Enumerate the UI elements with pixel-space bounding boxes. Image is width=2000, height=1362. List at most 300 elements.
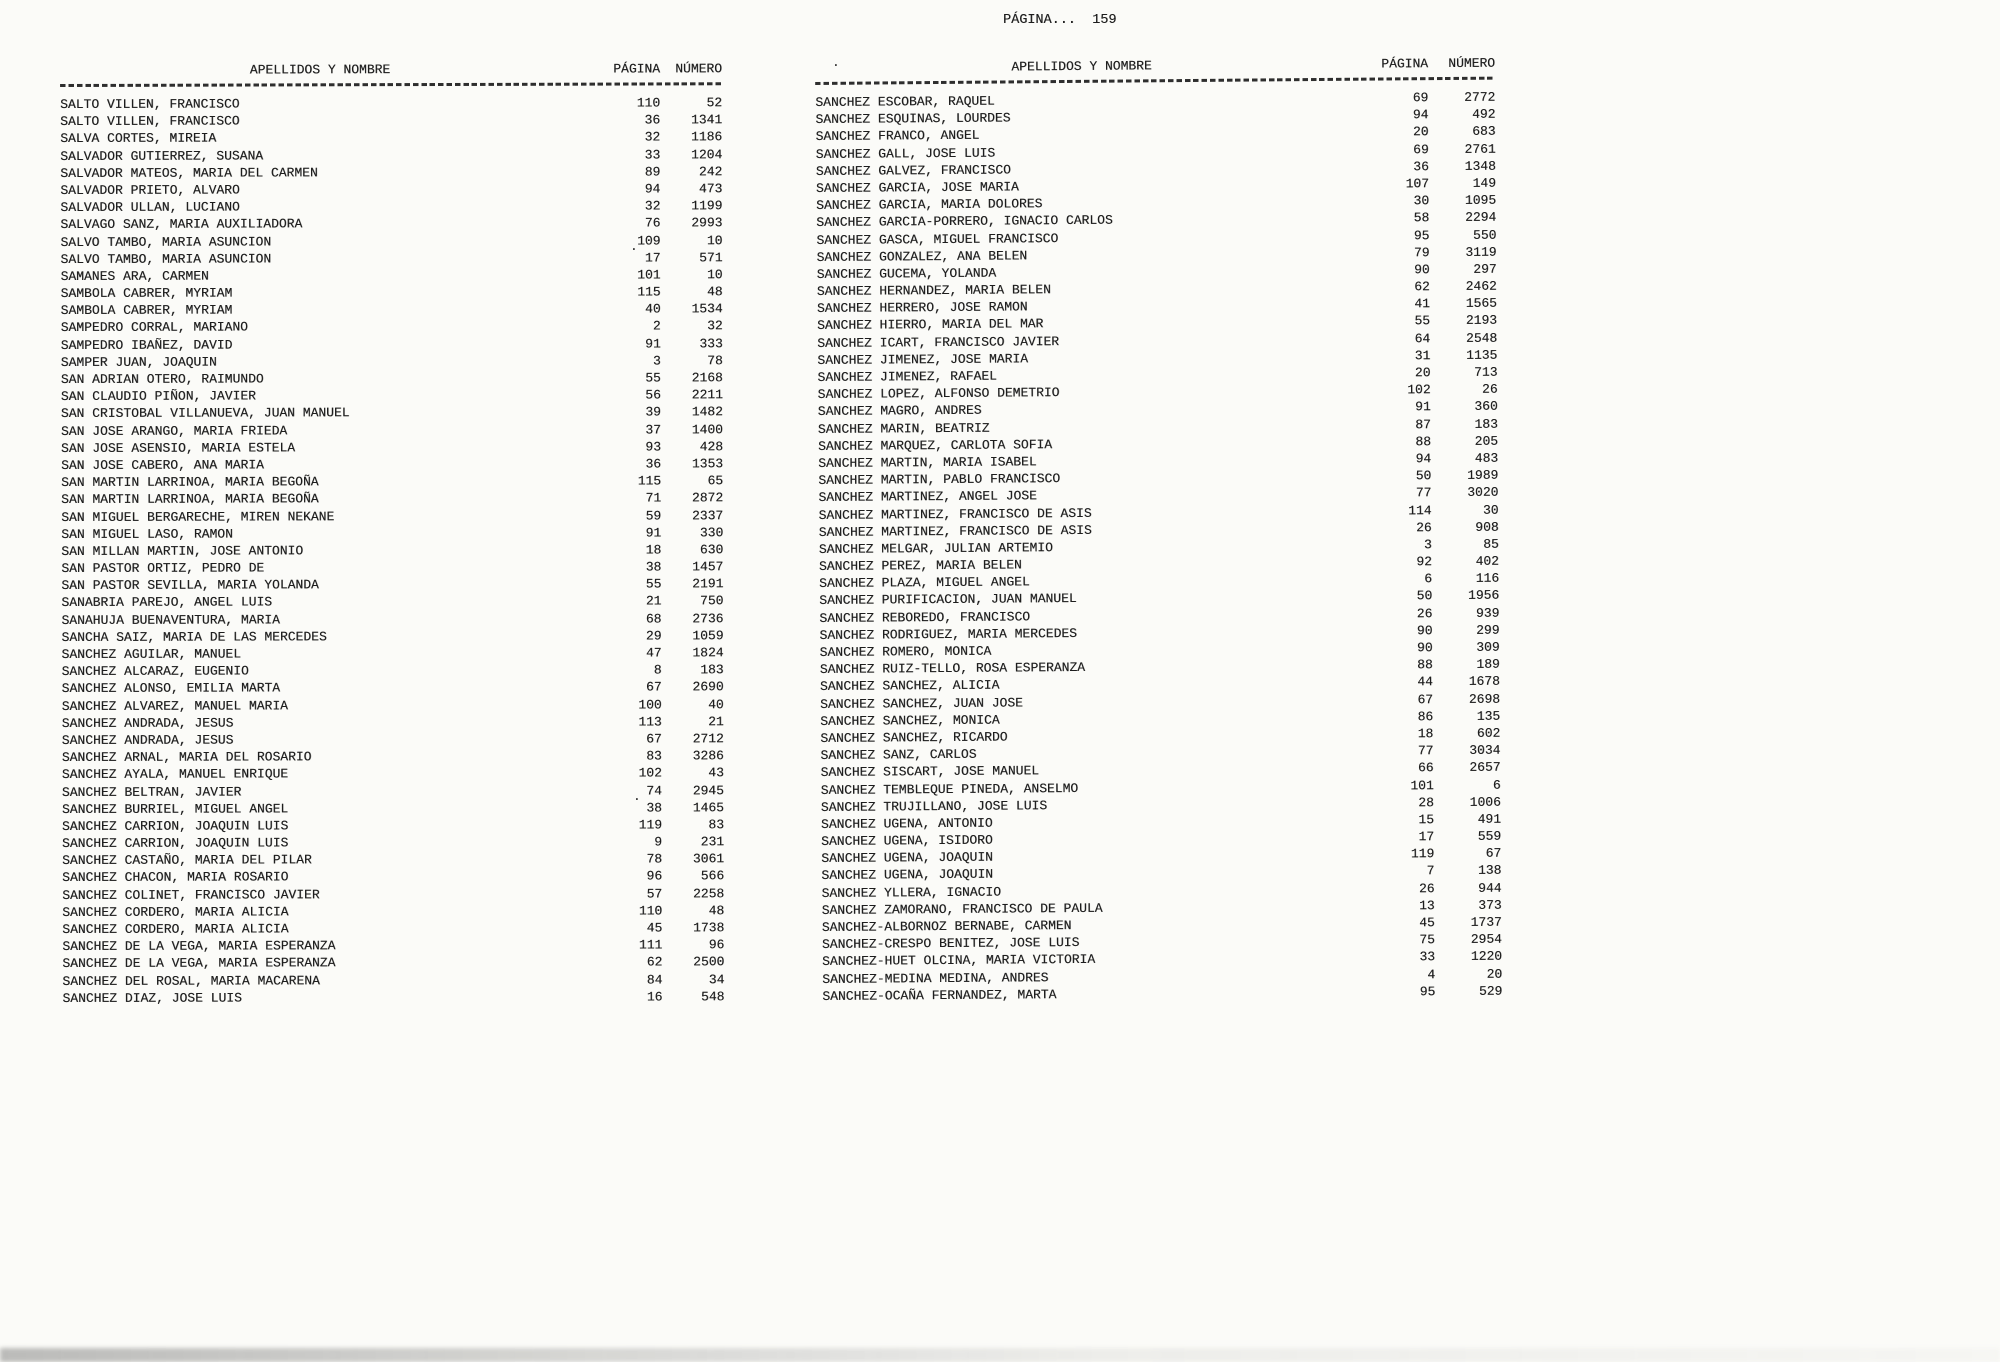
entry-name: SANCHEZ SANCHEZ, ALICIA — [819, 677, 1000, 695]
entry-name: SANCHEZ CARRION, JOAQUIN LUIS — [61, 818, 289, 834]
entry-name: SANCHEZ-CRESPO BENITEZ, JOSE LUIS — [821, 935, 1080, 953]
entry-name: SANCHEZ PLAZA, MIGUEL ANGEL — [819, 574, 1030, 592]
entry-name: SANCHEZ PURIFICACION, JUAN MANUEL — [819, 591, 1077, 609]
entry-page: 88 — [1415, 433, 1432, 450]
entry-name: SALVADOR GUTIERREZ, SUSANA — [60, 148, 264, 164]
entry-name: SANCHEZ UGENA, ANTONIO — [820, 815, 993, 832]
entry-number: 10 — [706, 232, 723, 248]
index-row — [62, 919, 724, 938]
entry-page: 110 — [638, 903, 663, 919]
entry-number: 67 — [1485, 845, 1502, 862]
entry-page: 91 — [1415, 399, 1431, 415]
entry-name: SANCHEZ MARTIN, PABLO FRANCISCO — [818, 471, 1061, 489]
entry-name: SANCHEZ-OCAÑA FERNANDEZ, MARTA — [822, 986, 1057, 1004]
entry-number: 944 — [1478, 880, 1502, 896]
entry-number: 2191 — [692, 576, 724, 592]
entry-page: 26 — [1418, 880, 1435, 896]
entry-page: 38 — [645, 559, 662, 575]
entry-name: SAN MILLAN MARTIN, JOSE ANTONIO — [61, 543, 304, 559]
entry-page: 59 — [645, 507, 662, 523]
entry-number: 491 — [1477, 811, 1502, 827]
entry-number: 2772 — [1464, 89, 1496, 105]
entry-number: 1400 — [691, 421, 723, 437]
entry-page: 95 — [1413, 227, 1430, 243]
index-row — [61, 369, 723, 388]
entry-number: 26 — [1481, 381, 1498, 397]
entry-name: SANCHEZ MARTINEZ, FRANCISCO DE ASIS — [818, 522, 1092, 540]
entry-number: 550 — [1472, 227, 1497, 243]
entry-page: 29 — [645, 628, 662, 644]
entry-name: SANCHEZ GARCIA, JOSE MARIA — [815, 179, 1019, 196]
index-row — [62, 696, 724, 715]
entry-number: 428 — [699, 439, 724, 455]
entry-number: 3286 — [692, 748, 724, 764]
entry-number: 1989 — [1467, 467, 1499, 484]
entry-page: 36 — [644, 112, 661, 128]
index-row — [61, 627, 723, 646]
index-column-right — [815, 55, 1502, 1005]
entry-page: 83 — [646, 748, 662, 764]
entry-number: 78 — [707, 353, 723, 369]
index-row — [61, 610, 723, 629]
entry-name: SANCHEZ MAGRO, ANDRES — [817, 403, 982, 420]
index-row — [62, 868, 724, 887]
entry-number: 2193 — [1465, 313, 1498, 329]
entry-number: 2954 — [1470, 931, 1502, 948]
entry-page: 94 — [644, 181, 661, 197]
entry-number: 1006 — [1469, 794, 1501, 810]
column-header-left — [60, 60, 722, 79]
entry-page: 15 — [1418, 812, 1435, 828]
index-row — [62, 713, 724, 732]
dashed-separator — [60, 82, 722, 87]
entry-number: 299 — [1476, 622, 1500, 638]
header-apellidos-y-nombre: APELLIDOS Y NOMBRE — [249, 62, 391, 78]
entry-name: SANCHEZ GARCIA, MARIA DOLORES — [816, 196, 1043, 214]
entry-number: 2657 — [1469, 759, 1501, 776]
entry-name: SANCHEZ BURRIEL, MIGUEL ANGEL — [61, 801, 289, 817]
entry-name: SALVADOR ULLAN, LUCIANO — [60, 199, 240, 216]
entry-name: SAN MIGUEL LASO, RAMON — [61, 526, 233, 542]
entry-name: SANCHEZ ZAMORANO, FRANCISCO DE PAULA — [821, 900, 1103, 918]
entry-number: 1095 — [1464, 192, 1497, 209]
entry-page: 113 — [638, 714, 662, 730]
index-row — [61, 335, 723, 354]
entry-name: SALVADOR MATEOS, MARIA DEL CARMEN — [60, 165, 318, 181]
header-numero: NÚMERO — [675, 61, 723, 77]
entry-name: SANCHEZ ESQUINAS, LOURDES — [815, 110, 1011, 128]
entry-number: 10 — [706, 267, 723, 283]
entry-name: SANCHEZ BELTRAN, JAVIER — [61, 784, 242, 800]
entry-page: 77 — [1415, 485, 1432, 501]
entry-name: SANCHEZ RUIZ-TELLO, ROSA ESPERANZA — [819, 660, 1086, 678]
entry-page: 94 — [1412, 107, 1429, 123]
entry-name: SANCHEZ-HUET OLCINA, MARIA VICTORIA — [822, 952, 1096, 970]
entry-page: 71 — [645, 490, 662, 506]
entry-number: 330 — [699, 524, 724, 541]
entry-page: 90 — [1416, 640, 1433, 656]
entry-page: 115 — [637, 473, 662, 489]
entry-name: SANCHEZ JIMENEZ, JOSE MARIA — [817, 351, 1029, 368]
index-column-left — [60, 60, 724, 1007]
entry-number: 2736 — [692, 610, 724, 626]
scan-edge-shadow — [0, 1348, 2000, 1362]
index-row — [62, 885, 724, 904]
entry-number: 183 — [1474, 416, 1498, 432]
entry-name: SANCHEZ DE LA VEGA, MARIA ESPERANZA — [62, 938, 336, 955]
entry-number: 402 — [1475, 553, 1500, 569]
entry-number: 333 — [699, 335, 723, 351]
entry-page: 109 — [637, 232, 661, 248]
entry-page: 55 — [1414, 313, 1431, 329]
entry-name: SALTO VILLEN, FRANCISCO — [60, 96, 240, 112]
entry-number: 205 — [1474, 433, 1499, 449]
entry-name: SAN PASTOR ORTIZ, PEDRO DE — [61, 560, 265, 577]
index-row — [62, 833, 724, 852]
header-apellidos-y-nombre: APELLIDOS Y NOMBRE — [1011, 58, 1152, 75]
entry-number: 138 — [1477, 863, 1502, 879]
entry-number: 1059 — [692, 628, 724, 644]
entry-name: SANCHEZ HIERRO, MARIA DEL MAR — [817, 316, 1044, 334]
entry-number: 2500 — [693, 954, 725, 970]
entry-number: 3020 — [1467, 484, 1499, 501]
index-row — [61, 301, 723, 320]
dashed-separator — [815, 77, 1495, 85]
entry-page: 56 — [645, 387, 661, 403]
entry-name: SANCHEZ YLLERA, IGNACIO — [821, 884, 1002, 901]
entry-number: 21 — [708, 714, 724, 730]
index-row — [61, 438, 723, 457]
entry-name: SANCHEZ-ALBORNOZ BERNABE, CARMEN — [821, 918, 1072, 935]
entry-number: 135 — [1476, 708, 1501, 724]
entry-number: 1457 — [692, 559, 724, 575]
entry-page: 93 — [645, 439, 662, 455]
entry-number: 1465 — [692, 799, 724, 816]
entry-page: 92 — [1416, 554, 1433, 570]
entry-number: 483 — [1474, 450, 1499, 466]
entry-name: SANCHEZ COLINET, FRANCISCO JAVIER — [62, 886, 320, 903]
entry-name: SANCHEZ UGENA, JOAQUIN — [821, 849, 993, 867]
entry-page: 55 — [645, 576, 662, 592]
index-row — [62, 954, 724, 973]
entry-number: 750 — [699, 593, 724, 609]
index-row — [62, 902, 724, 921]
entry-page: 58 — [1413, 210, 1430, 226]
entry-name: SANCHEZ ANDRADA, JESUS — [61, 715, 234, 731]
entry-name: SANCHEZ GARCIA-PORRERO, IGNACIO CARLOS — [816, 212, 1113, 231]
entry-name: SANCHEZ GUCEMA, YOLANDA — [816, 265, 997, 282]
entry-page: 37 — [645, 421, 661, 438]
entry-page: 110 — [636, 95, 661, 111]
entry-number: 3061 — [692, 851, 725, 867]
entry-name: SALVA CORTES, MIREIA — [60, 130, 217, 147]
entry-name: SANCHEZ GASCA, MIGUEL FRANCISCO — [816, 230, 1059, 248]
index-row — [61, 352, 723, 371]
entry-number: 40 — [708, 696, 724, 712]
entry-number: 242 — [698, 164, 723, 180]
entry-name: SALVO TAMBO, MARIA ASUNCION — [60, 233, 272, 250]
entry-number: 602 — [1476, 725, 1501, 741]
entry-page: 62 — [1414, 279, 1430, 295]
entry-page: 64 — [1414, 330, 1431, 346]
entry-name: SANCHEZ ANDRADA, JESUS — [61, 732, 234, 748]
entry-page: 67 — [1417, 691, 1434, 707]
entry-name: SANCHEZ DEL ROSAL, MARIA MACARENA — [62, 972, 320, 989]
entry-page: 6 — [1424, 571, 1433, 587]
entry-number: 360 — [1474, 399, 1498, 415]
entry-number: 1738 — [693, 920, 725, 936]
entry-page: 90 — [1413, 262, 1430, 278]
entry-number: 30 — [1482, 502, 1499, 518]
entry-page: 76 — [644, 215, 661, 231]
entry-name: SANCHEZ MARTINEZ, FRANCISCO DE ASIS — [818, 505, 1092, 523]
index-row — [61, 421, 723, 440]
entry-page: 4 — [1427, 966, 1436, 982]
entry-number: 52 — [706, 95, 723, 111]
entry-name: SANCHEZ FRANCO, ANGEL — [815, 128, 980, 145]
entry-name: SANCHEZ AYALA, MANUEL ENRIQUE — [61, 766, 289, 783]
entry-page: 47 — [645, 645, 662, 661]
entry-number: 571 — [699, 249, 723, 266]
entry-page: 86 — [1417, 708, 1434, 725]
entry-number: 1956 — [1467, 588, 1500, 604]
entry-number: 65 — [707, 473, 724, 489]
entry-number: 1135 — [1466, 347, 1498, 363]
entry-name: SANCHEZ ALVAREZ, MANUEL MARIA — [61, 697, 288, 714]
entry-page: 55 — [645, 370, 661, 386]
entry-number: 529 — [1478, 983, 1503, 999]
entry-page: 30 — [1413, 193, 1430, 209]
entry-number: 473 — [698, 181, 723, 197]
scan-dot-artifact: . — [633, 789, 641, 804]
entry-name: SANCHEZ ROMERO, MONICA — [819, 643, 992, 660]
entry-number: 1204 — [691, 146, 723, 162]
entry-number: 1220 — [1470, 949, 1503, 965]
entry-number: 85 — [1483, 536, 1499, 552]
entry-name: SANCHEZ CASTAÑO, MARIA DEL PILAR — [62, 852, 312, 869]
scan-dot-artifact: . — [630, 239, 638, 254]
entry-page: 75 — [1419, 932, 1435, 948]
entry-name: SANCHEZ CARRION, JOAQUIN LUIS — [62, 835, 289, 852]
entry-number: 2712 — [692, 731, 724, 747]
entry-number: 2698 — [1468, 691, 1501, 707]
entry-name: SANCHEZ MARTIN, MARIA ISABEL — [818, 454, 1037, 471]
entry-name: SANCHA SAIZ, MARIA DE LAS MERCEDES — [61, 629, 327, 645]
entry-page: 114 — [1408, 502, 1432, 518]
entry-page: 39 — [645, 404, 661, 420]
index-row — [61, 490, 723, 509]
entry-name: SAN PASTOR SEVILLA, MARIA YOLANDA — [61, 577, 319, 594]
entry-name: SAMPEDRO CORRAL, MARIANO — [60, 319, 248, 336]
entry-page: 107 — [1405, 176, 1430, 192]
entry-page: 8 — [653, 662, 662, 678]
entry-name: SANCHEZ ALONSO, EMILIA MARTA — [61, 680, 281, 697]
entry-number: 1482 — [691, 404, 723, 420]
entry-name: SANCHEZ ICART, FRANCISCO JAVIER — [817, 333, 1060, 351]
index-row — [61, 386, 723, 405]
entry-page: 45 — [646, 920, 663, 936]
entry-page: 94 — [1415, 451, 1432, 467]
entry-page: 7 — [1426, 863, 1435, 879]
entry-page: 115 — [637, 284, 661, 300]
entry-number: 1824 — [692, 645, 724, 661]
entry-page: 3 — [652, 353, 661, 369]
index-row — [61, 472, 723, 491]
column-header-right — [815, 55, 1495, 77]
entry-number: 3119 — [1465, 244, 1497, 260]
entry-name: SANCHEZ SANCHEZ, JUAN JOSE — [819, 694, 1023, 712]
entry-page: 9 — [654, 834, 663, 850]
index-row — [60, 94, 722, 113]
index-row — [62, 851, 724, 870]
entry-name: SANCHEZ SANCHEZ, RICARDO — [820, 729, 1008, 746]
entry-name: SANCHEZ ARNAL, MARIA DEL ROSARIO — [61, 749, 312, 766]
entry-number: 1353 — [691, 456, 724, 472]
entry-page: 36 — [1413, 158, 1429, 175]
entry-page: 41 — [1414, 296, 1430, 312]
entry-name: SANAHUJA BUENAVENTURA, MARIA — [61, 612, 280, 628]
entry-name: SAN JOSE CABERO, ANA MARIA — [61, 457, 264, 473]
entry-number: 183 — [700, 662, 724, 678]
entry-name: SANCHEZ REBOREDO, FRANCISCO — [819, 608, 1031, 626]
index-row — [62, 971, 724, 990]
entry-page: 119 — [1410, 846, 1435, 862]
scan-dot-artifact: . — [832, 55, 840, 70]
entry-number: 713 — [1474, 364, 1498, 380]
entry-page: 101 — [1410, 777, 1434, 793]
index-row — [60, 129, 722, 148]
index-row — [62, 661, 724, 680]
entry-number: 116 — [1475, 570, 1500, 587]
entry-number: 83 — [708, 817, 725, 833]
entry-page: 33 — [1419, 949, 1436, 965]
entry-number: 2462 — [1465, 278, 1497, 294]
entry-number: 373 — [1478, 897, 1502, 913]
entry-page: 40 — [645, 301, 661, 317]
entry-page: 16 — [646, 989, 663, 1005]
entry-number: 1565 — [1465, 295, 1497, 312]
entry-name: SALVADOR PRIETO, ALVARO — [60, 182, 240, 198]
entry-number: 566 — [700, 868, 725, 884]
entry-number: 6 — [1492, 777, 1501, 793]
entry-number: 20 — [1486, 966, 1503, 982]
index-row — [62, 988, 724, 1007]
entry-page: 100 — [638, 696, 662, 713]
entry-number: 43 — [708, 765, 724, 781]
entry-page: 17 — [1418, 829, 1435, 845]
entry-page: 26 — [1416, 605, 1433, 621]
entry-page: 57 — [646, 886, 663, 902]
entry-name: SANCHEZ GONZALEZ, ANA BELEN — [816, 248, 1028, 265]
entry-page: 66 — [1417, 760, 1434, 776]
index-row — [61, 404, 723, 423]
entry-page: 68 — [645, 611, 662, 627]
entry-page: 3 — [1423, 537, 1432, 553]
header-numero: NÚMERO — [1448, 55, 1496, 72]
entry-name: SAN MARTIN LARRINOA, MARIA BEGOÑA — [61, 474, 319, 491]
entry-number: 149 — [1472, 175, 1497, 191]
entry-number: 32 — [707, 318, 723, 334]
entry-page: 26 — [1416, 519, 1432, 535]
index-row — [60, 111, 722, 130]
header-pagina: PÁGINA — [1381, 56, 1429, 72]
entry-page: 20 — [1412, 124, 1429, 140]
entry-page: 33 — [644, 146, 661, 163]
index-row — [61, 541, 723, 560]
entry-name: SALVO TAMBO, MARIA ASUNCION — [60, 251, 272, 267]
entry-name: SANCHEZ HERRERO, JOSE RAMON — [816, 299, 1028, 317]
entry-number: 231 — [700, 834, 725, 850]
entry-page: 77 — [1417, 743, 1434, 759]
entry-page: 69 — [1413, 141, 1429, 157]
entry-number: 34 — [708, 971, 725, 987]
entry-number: 297 — [1473, 261, 1497, 277]
entry-name: SANCHEZ SANZ, CARLOS — [820, 746, 977, 764]
index-row — [61, 782, 724, 804]
entry-page: 96 — [646, 868, 663, 884]
index-row — [61, 576, 723, 595]
entry-name: SAN JOSE ARANGO, MARIA FRIEDA — [60, 422, 288, 439]
index-row — [61, 266, 723, 285]
entry-name: SANCHEZ GALVEZ, FRANCISCO — [815, 162, 1011, 179]
index-row — [62, 816, 724, 835]
entries-left — [60, 94, 724, 1007]
entry-name: SANCHEZ CHACON, MARIA ROSARIO — [62, 869, 289, 886]
entry-name: SANCHEZ TEMBLEQUE PINEDA, ANSELMO — [820, 780, 1079, 798]
entry-number: 559 — [1477, 828, 1502, 844]
entry-page: 50 — [1415, 468, 1432, 484]
entry-name: SAN ADRIAN OTERO, RAIMUNDO — [60, 371, 264, 387]
entry-name: SANCHEZ DIAZ, JOSE LUIS — [62, 990, 242, 1006]
entry-page: 84 — [646, 971, 663, 988]
index-row — [60, 215, 722, 234]
entry-name: SAMANES ARA, CARMEN — [60, 268, 209, 284]
entry-page: 89 — [644, 164, 661, 180]
entry-name: SANCHEZ LOPEZ, ALFONSO DEMETRIO — [817, 385, 1060, 403]
entry-name: SANCHEZ-MEDINA MEDINA, ANDRES — [822, 969, 1049, 987]
entry-number: 1737 — [1470, 914, 1502, 930]
entry-name: SANCHEZ UGENA, ISIDORO — [821, 832, 993, 850]
entry-number: 309 — [1476, 639, 1500, 655]
entry-name: SAN JOSE ASENSIO, MARIA ESTELA — [60, 440, 296, 456]
entry-name: SANCHEZ AGUILAR, MANUEL — [61, 646, 242, 662]
entry-name: SANABRIA PAREJO, ANGEL LUIS — [61, 594, 273, 611]
entry-page: 91 — [645, 336, 661, 352]
index-row — [60, 146, 722, 165]
entry-page: 2 — [652, 318, 661, 334]
entry-page: 95 — [1419, 983, 1436, 1000]
index-row — [62, 644, 724, 663]
entry-name: SALVAGO SANZ, MARIA AUXILIADORA — [60, 216, 303, 233]
entry-page: 79 — [1413, 244, 1430, 260]
entry-page: 111 — [638, 937, 663, 953]
index-row — [61, 318, 723, 337]
index-row — [60, 163, 722, 182]
entry-page: 38 — [646, 800, 662, 816]
entry-page: 101 — [637, 267, 661, 283]
entry-number: 1186 — [690, 129, 723, 145]
index-row — [61, 507, 723, 526]
index-row — [62, 730, 724, 749]
entry-page: 13 — [1418, 897, 1435, 914]
entry-name: SALTO VILLEN, FRANCISCO — [60, 113, 240, 130]
index-row — [61, 524, 723, 543]
entry-number: 96 — [708, 937, 725, 953]
entry-number: 630 — [699, 542, 724, 558]
entry-name: SAN CRISTOBAL VILLANUEVA, JUAN MANUEL — [60, 405, 350, 422]
entry-number: 1348 — [1464, 158, 1496, 174]
entry-page: 88 — [1417, 657, 1433, 673]
